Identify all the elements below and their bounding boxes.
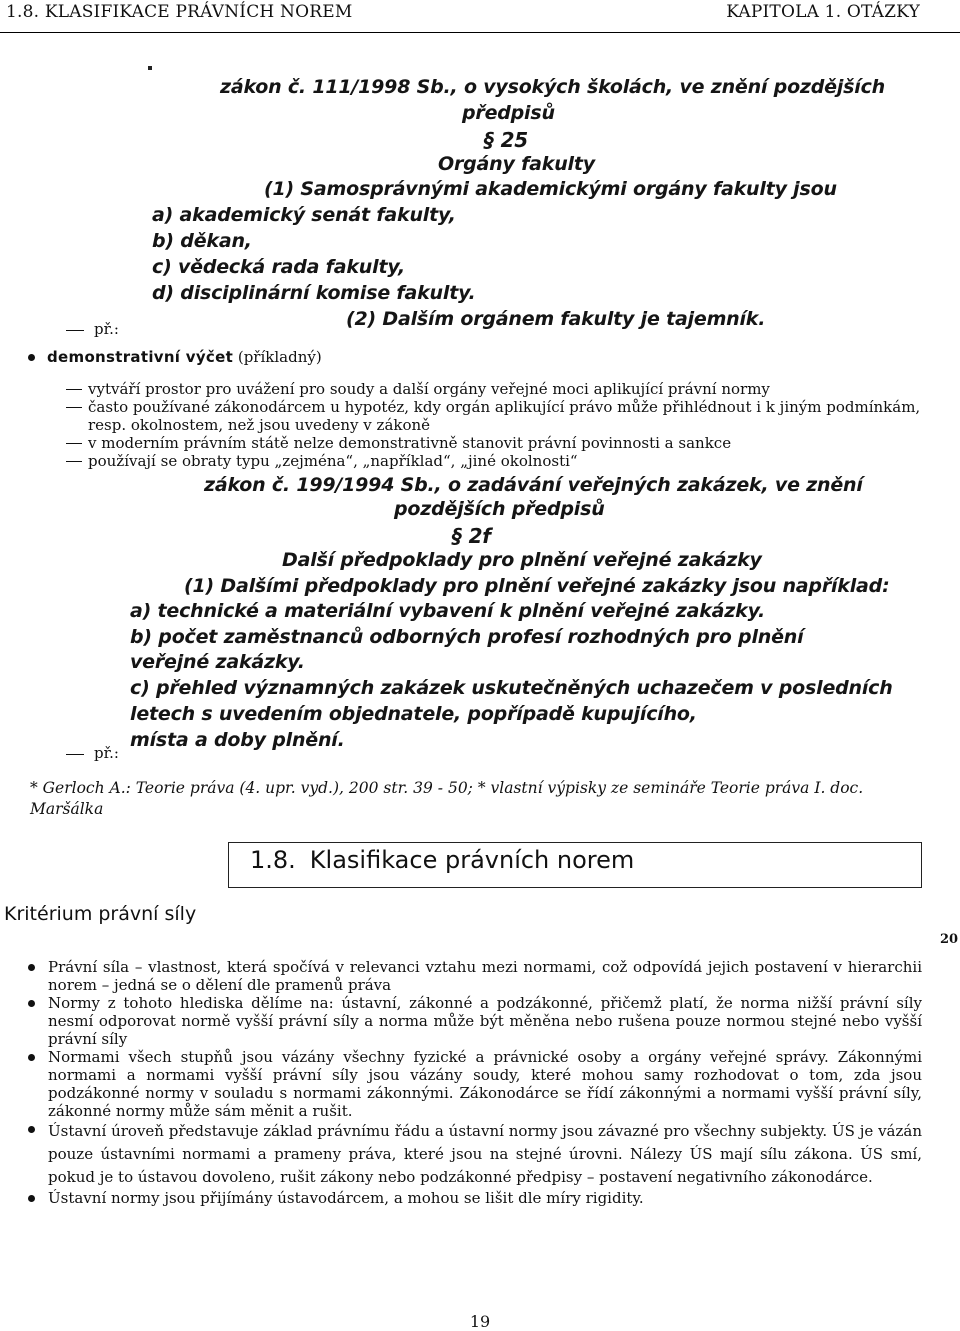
scan-speck [148, 66, 152, 70]
demonstrative-bullet [28, 348, 322, 366]
excerpt1-title-line2: předpisů [462, 102, 555, 124]
excerpt1-item-b: b) děkan, [152, 230, 252, 252]
excerpt2-paragraph1: (1) Dalšími předpoklady pro plnění veřejné zakázky jsou například: [184, 575, 890, 597]
excerpt1-paragraph2: (2) Dalším orgánem fakulty je tajemník. [346, 308, 766, 330]
header-rule [0, 32, 960, 33]
criterion-heading: Kritérium právní síly [4, 903, 197, 925]
margin-page-marker: 20 [940, 932, 959, 947]
example-label: př.: [66, 744, 119, 762]
excerpt2-section-number: § 2f [452, 524, 491, 548]
excerpt1-paragraph1: (1) Samosprávnými akademickými orgány fakulty jsou [264, 178, 837, 200]
excerpt2-title-line2: pozdějších předpisů [394, 498, 605, 520]
excerpt2-heading: Další předpoklady pro plnění veřejné zakázky [282, 549, 762, 571]
demonstrative-term: demonstrativní výčet [47, 348, 234, 366]
list-item: Ústavní normy jsou přijímány ústavodárcem, a mohou se lišit dle míry rigidity. [28, 1189, 922, 1207]
references-text: * Gerloch A.: Teorie práva (4. upr. vyd.), 200 str. 39 - 50; * vlastní výpisky ze semináře Teorie práva I. doc. Maršálka [30, 779, 864, 818]
demonstrative-note: (příkladný) [233, 348, 322, 366]
excerpt2-title-line1: zákon č. 199/1994 Sb., o zadávání veřejných zakázek, ve znění [204, 474, 863, 496]
bullet-dot [28, 354, 35, 361]
dash-list-item: v moderním právním státě nelze demonstrativně stanovit právní povinnosti a sankce [66, 434, 952, 452]
page-number: 19 [469, 1312, 491, 1331]
excerpt2-item-c: c) přehled významných zakázek uskutečněných uchazečem v posledních [130, 677, 893, 699]
excerpt1-item-c: c) vědecká rada fakulty, [152, 256, 406, 278]
header-chapter-section: 1.8. KLASIFIKACE PRÁVNÍCH NOREM [6, 2, 353, 22]
example-label: př.: [66, 320, 119, 338]
dash-list-item: často používané zákonodárcem u hypotéz, kdy orgán aplikující právo může přihlédnout i k jiným podmínkám, resp. okolnostem, než jsou uvedeny v zákoně [66, 398, 952, 434]
dash-mark [66, 754, 84, 755]
list-item: Normy z tohoto hlediska dělíme na: ústavní, zákonné a podzákonné, přičemž platí, že norma nižší právní síly nesmí odporovat normě vyšší právní síly a norma může být měněna nebo rušena pouze normou stejné nebo vyšší právní síly [28, 994, 922, 1048]
dash-mark [66, 330, 84, 331]
excerpt1-title-line1: zákon č. 111/1998 Sb., o vysokých školách, ve znění pozdějších [220, 76, 885, 98]
list-item: Normami všech stupňů jsou vázány všechny fyzické a právnické osoby a orgány veřejné správy. Zákonnými normami a normami vyšší právní síly jsou vázány soudy, které mohou samy rozhodovat o tom, zda jsou podzákonné normy v souladu s normami zákonnými. Zákonodárce se řídí zákonnými a normami vyšší právní síly, zákonné normy může sám měnit a rušit. [28, 1048, 922, 1120]
header-chapter-label: KAPITOLA 1. OTÁZKY [726, 2, 920, 22]
excerpt2-item-c-end: místa a doby plnění. [130, 729, 345, 751]
running-header [6, 2, 920, 26]
dash-list-item: vytváří prostor pro uvážení pro soudy a další orgány veřejné moci aplikující právní normy [66, 380, 952, 398]
excerpt1-section-number: § 25 [484, 128, 528, 152]
legal-force-list [28, 958, 922, 1207]
section-heading [250, 846, 634, 874]
excerpt1-item-d: d) disciplinární komise fakulty. [152, 282, 476, 304]
demonstrative-dash-list [66, 380, 952, 470]
dash-list-item: používají se obraty typu „zejména“, „například“, „jiné okolnosti“ [66, 452, 952, 470]
section-number: 1.8. [250, 846, 296, 874]
excerpt2-item-b: b) počet zaměstnanců odborných profesí rozhodných pro plnění [130, 626, 804, 648]
excerpt2-item-c-cont: letech s uvedením objednatele, popřípadě kupujícího, [130, 703, 697, 725]
excerpt2-item-b-cont: veřejné zakázky. [130, 651, 305, 673]
list-item: Ústavní úroveň představuje základ právnímu řádu a ústavní normy jsou závazné pro všechny subjekty. ÚS je vázán pouze ústavními normami a prameny práva, které jsou na stejné úrovni. Nálezy ÚS mají sílu zákona. ÚS smí, pokud je to ústavou dovoleno, rušit zákony nebo podzákonné předpisy – postavení negativního zákonodárce. [28, 1120, 922, 1189]
excerpt1-item-a: a) akademický senát fakulty, [152, 204, 456, 226]
excerpt2-item-a: a) technické a materiální vybavení k plnění veřejné zakázky. [130, 600, 766, 622]
excerpt1-heading: Orgány fakulty [438, 153, 595, 175]
references-note [4, 778, 934, 820]
section-title: Klasifikace právních norem [309, 846, 635, 874]
list-item: Právní síla – vlastnost, která spočívá v relevanci vztahu mezi normami, což odpovídá jejich postavení v hierarchii norem – jedná se o dělení dle pramenů práva [28, 958, 922, 994]
